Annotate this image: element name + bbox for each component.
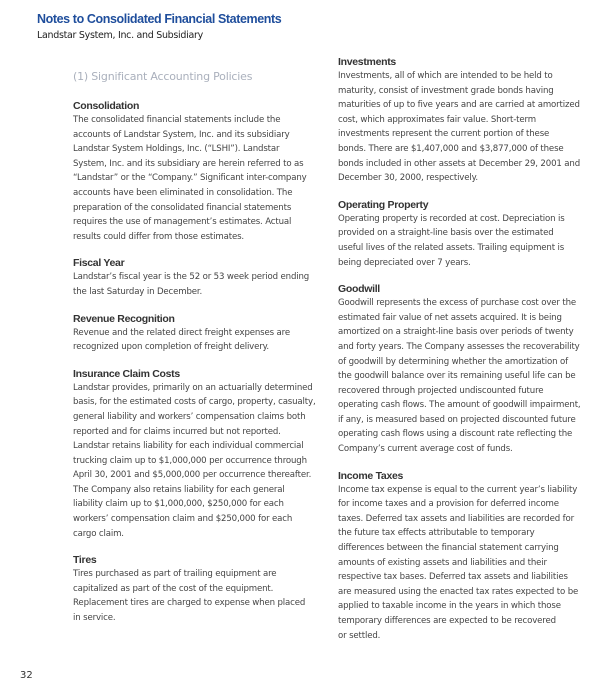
note-text-line: bonds. There are $1,407,000 and $3,877,000 of these (338, 143, 564, 154)
note-text-line: Operating property is recorded at cost. Depreciation is (338, 213, 565, 224)
note-text-line: provided on a straight-line basis over the estimated (338, 228, 554, 239)
note-text-line: amounts of existing assets and liabilities and their (338, 557, 547, 568)
note-text-line: operating cash flows. The amount of goodwill impairment, (338, 400, 581, 411)
note-text-line: liability claim up to $1,000,000, $250,000 for each (73, 499, 284, 510)
note-text-line: The consolidated financial statements include the (73, 115, 281, 125)
note-text-line: The Company also retains liability for each general (73, 484, 285, 495)
note-text-line: Company’s current average cost of funds. (338, 444, 513, 455)
note-text-line: maturities of up to five years and are carried at amortized (338, 100, 580, 111)
note-text-line: preparation of the consolidated financial statements (73, 202, 292, 213)
note-text-line: estimated fair value of net assets acquired. It is being (338, 312, 562, 323)
note-text-line: operating cash flows using a discount rate reflecting the (338, 429, 573, 440)
section-title: (1) Significant Accounting Policies (73, 70, 253, 83)
note-consolidation (73, 100, 343, 244)
note-text-line: the future tax effects attributable to temporary (338, 528, 535, 539)
note-text-line: respective tax bases. Deferred tax assets and liabilities (338, 572, 568, 583)
note-text-line: differences between the financial statement carrying (338, 543, 559, 554)
note-text-line: Replacement tires are charged to expense when placed (73, 598, 306, 609)
left-column (73, 100, 343, 639)
note-tires (73, 554, 343, 625)
note-text-line: recovered through projected undiscounted future (338, 385, 544, 396)
note-text-line: temporary differences are expected to be recovered (338, 616, 556, 626)
note-text-line: December 30, 2000, respectively. (338, 173, 478, 184)
note-text-line: trucking claim up to $1,000,000 per occurrence through (73, 455, 307, 466)
page-number: 32 (20, 670, 33, 681)
note-text-line: “Landstar” or the “Company.” Significant inter-company (73, 173, 307, 184)
note-text-line: investments represent the current portion of these (338, 129, 550, 140)
note-heading: Goodwill (338, 283, 380, 296)
note-text-line: recognized upon completion of freight delivery. (73, 342, 269, 353)
note-text-line: System, Inc. and its subsidiary are herein referred to as (73, 158, 304, 169)
note-text-line: if any, is measured based on projected discounted future (338, 414, 576, 425)
note-text-line: Tires purchased as part of trailing equipment are (73, 569, 277, 580)
page-subtitle: Landstar System, Inc. and Subsidiary (37, 30, 203, 41)
note-text-line: reported and for claims incurred but not reported. (73, 426, 281, 437)
note-text-line: workers’ compensation claim and $250,000 for each (73, 514, 293, 525)
note-text-line: Goodwill represents the excess of purchase cost over the (338, 298, 577, 309)
note-text-line: general liability and workers’ compensation claims both (73, 411, 306, 422)
note-text-line: and forty years. The Company assesses the recoverability (338, 341, 580, 352)
note-text-line: maturity, consist of investment grade bonds having (338, 85, 554, 96)
note-text-line: the last Saturday in December. (73, 286, 203, 297)
note-income-taxes (338, 470, 608, 644)
note-text-line: Investments, all of which are intended to be held to (338, 71, 553, 81)
note-text-line: accounts of Landstar System, Inc. and its subsidiary (73, 129, 290, 140)
note-text-line: bonds included in other assets at December 29, 2001 and (338, 158, 581, 169)
note-text-line: basis, for the estimated costs of cargo, property, casualty, (73, 397, 316, 408)
note-text-line: accounts have been eliminated in consolidation. The (73, 187, 293, 198)
note-heading: Income Taxes (338, 469, 404, 482)
note-text-line: being depreciated over 7 years. (338, 257, 471, 268)
note-operating-property (338, 199, 608, 270)
note-text-line: April 30, 2001 and $5,000,000 per occurrence thereafter. (73, 470, 312, 481)
note-text-line: Landstar retains liability for each individual commercial (73, 441, 304, 452)
note-text-line: Landstar’s fiscal year is the 52 or 53 week period ending (73, 272, 310, 283)
note-text-line: amortized on a straight-line basis over periods of twenty (338, 327, 574, 338)
note-insurance-claim-costs (73, 368, 343, 542)
note-text-line: are measured using the enacted tax rates expected to be (338, 586, 579, 597)
note-text-line: applied to taxable income in the years in which those (338, 601, 561, 612)
note-text-line: useful lives of the related assets. Trailing equipment is (338, 242, 565, 253)
note-text-line: of goodwill by determining whether the amortization of (338, 356, 568, 367)
note-heading: Investments (338, 56, 396, 68)
note-goodwill (338, 283, 608, 457)
note-text-line: for income taxes and a provision for deferred income (338, 499, 559, 510)
note-text-line: in service. (73, 613, 116, 624)
note-text-line: the goodwill balance over its remaining useful life can be (338, 371, 576, 382)
note-text-line: results could differ from those estimates. (73, 231, 244, 242)
page-title: Notes to Consolidated Financial Statements (37, 12, 282, 26)
note-text-line: capitalized as part of the cost of the equipment. (73, 583, 274, 594)
note-heading: Tires (73, 554, 97, 567)
note-revenue-recognition (73, 313, 343, 355)
note-investments (338, 56, 608, 186)
note-text-line: requires the use of management’s estimates. Actual (73, 217, 292, 228)
note-heading: Fiscal Year (73, 257, 125, 270)
note-heading: Insurance Claim Costs (73, 367, 180, 380)
note-text-line: cost, which approximates fair value. Short-term (338, 114, 536, 125)
note-fiscal-year (73, 257, 343, 299)
note-heading: Consolidation (73, 100, 140, 112)
note-text-line: Income tax expense is equal to the current year’s liability (338, 484, 578, 495)
note-text-line: taxes. Deferred tax assets and liabilities are recorded for (338, 513, 574, 524)
note-heading: Revenue Recognition (73, 312, 175, 325)
right-column (338, 56, 608, 656)
note-text-line: Landstar provides, primarily on an actuarially determined (73, 382, 313, 393)
note-text-line: cargo claim. (73, 528, 124, 539)
note-text-line: Landstar System Holdings, Inc. (“LSHI”). Landstar (73, 144, 280, 155)
note-heading: Operating Property (338, 198, 429, 211)
note-text-line: Revenue and the related direct freight expenses are (73, 327, 290, 338)
note-text-line: or settled. (338, 630, 381, 641)
